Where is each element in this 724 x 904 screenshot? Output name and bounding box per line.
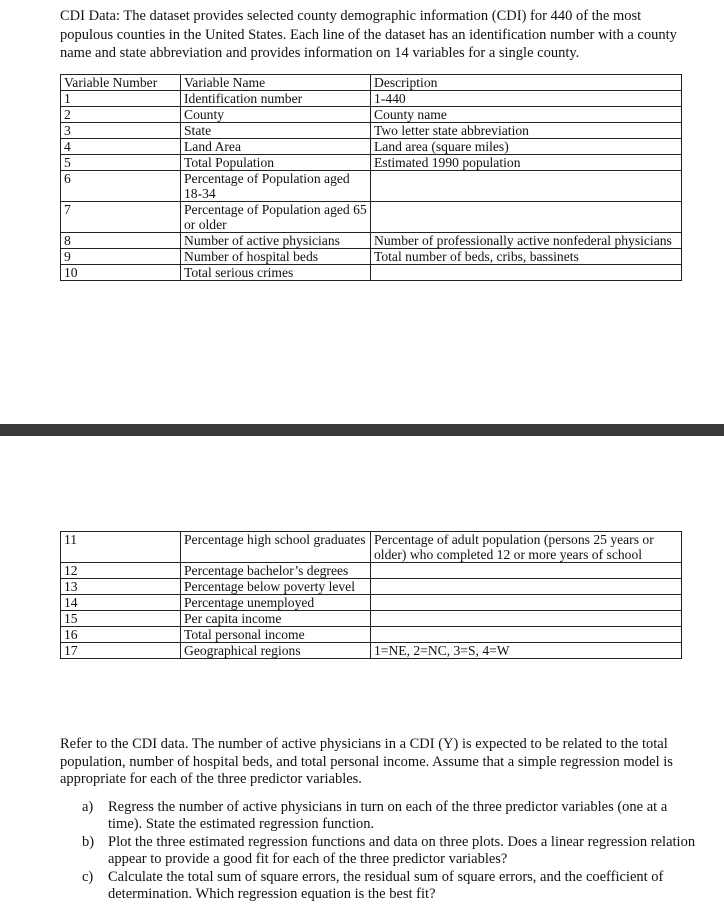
question-part	[82, 869, 696, 904]
question-block	[60, 736, 696, 904]
table-row	[61, 579, 682, 595]
description-cell	[371, 202, 682, 233]
table-row	[61, 563, 682, 579]
description-cell: Two letter state abbreviation	[371, 123, 682, 139]
variable-number-cell: 9	[61, 249, 181, 265]
header-cell: Variable Number	[61, 75, 181, 91]
description-cell	[371, 563, 682, 579]
document-page-2	[0, 436, 724, 904]
variable-name-cell: Identification number	[181, 91, 371, 107]
question-parts	[60, 799, 696, 904]
table-row	[61, 123, 682, 139]
variable-number-cell: 11	[61, 532, 181, 563]
table-row	[61, 107, 682, 123]
part-label: c)	[82, 868, 94, 885]
description-cell	[371, 611, 682, 627]
variable-name-cell: Percentage below poverty level	[181, 579, 371, 595]
question-intro: Refer to the CDI data. The number of active physicians in a CDI (Y) is expected to be related to the total population, number of hospital beds, and total personal income. Assume that a simple regression model is appropriate for each of the three predictor variables.	[60, 736, 673, 787]
variable-number-cell: 12	[61, 563, 181, 579]
variable-number-cell: 14	[61, 595, 181, 611]
table-row	[61, 202, 682, 233]
variable-number-cell: 17	[61, 643, 181, 659]
page-separator	[0, 424, 724, 436]
variable-number-cell: 10	[61, 265, 181, 281]
variables-table-1	[60, 74, 682, 281]
part-label: b)	[82, 833, 95, 850]
variable-name-cell: Percentage high school graduates	[181, 532, 371, 563]
variable-name-cell: Per capita income	[181, 611, 371, 627]
table-row	[61, 611, 682, 627]
variable-number-cell: 1	[61, 91, 181, 107]
document-page-1	[0, 0, 724, 424]
description-cell	[371, 171, 682, 202]
description-cell: 1-440	[371, 91, 682, 107]
table-row	[61, 171, 682, 202]
description-cell: Estimated 1990 population	[371, 155, 682, 171]
variable-name-cell: Percentage bachelor’s degrees	[181, 563, 371, 579]
table-row	[61, 155, 682, 171]
variable-number-cell: 7	[61, 202, 181, 233]
variable-name-cell: County	[181, 107, 371, 123]
description-cell: Land area (square miles)	[371, 139, 682, 155]
variable-number-cell: 6	[61, 171, 181, 202]
description-cell	[371, 595, 682, 611]
description-cell	[371, 627, 682, 643]
variable-number-cell: 13	[61, 579, 181, 595]
description-cell: Total number of beds, cribs, bassinets	[371, 249, 682, 265]
variable-name-cell: Number of hospital beds	[181, 249, 371, 265]
description-cell	[371, 579, 682, 595]
description-cell: County name	[371, 107, 682, 123]
variable-name-cell: Number of active physicians	[181, 233, 371, 249]
description-cell: 1=NE, 2=NC, 3=S, 4=W	[371, 643, 682, 659]
variable-name-cell: Total serious crimes	[181, 265, 371, 281]
variable-number-cell: 3	[61, 123, 181, 139]
variable-name-cell: Percentage of Population aged 65 or older	[181, 202, 371, 233]
table-row	[61, 627, 682, 643]
variable-number-cell: 8	[61, 233, 181, 249]
variable-name-cell: Total personal income	[181, 627, 371, 643]
variable-number-cell: 15	[61, 611, 181, 627]
table-row	[61, 265, 682, 281]
variable-name-cell: State	[181, 123, 371, 139]
description-cell: Number of professionally active nonfederal physicians	[371, 233, 682, 249]
table-row	[61, 91, 682, 107]
table-row	[61, 249, 682, 265]
variable-name-cell: Land Area	[181, 139, 371, 155]
variable-number-cell: 16	[61, 627, 181, 643]
table-row	[61, 532, 682, 563]
part-label: a)	[82, 798, 94, 815]
part-text: Plot the three estimated regression functions and data on three plots. Does a linear regression relation appear to provide a good fit for each of the three predictor variables?	[108, 833, 696, 867]
table-row	[61, 595, 682, 611]
intro-paragraph: CDI Data: The dataset provides selected county demographic information (CDI) for 440 of the most populous counties in the United States. Each line of the dataset has an identification number with a county name and state abbreviation and provides information on 14 variables for a single county.	[60, 8, 677, 61]
question-part	[82, 834, 696, 869]
table-row	[61, 233, 682, 249]
variable-number-cell: 5	[61, 155, 181, 171]
description-cell: Percentage of adult population (persons 25 years or older) who completed 12 or more years of school	[371, 532, 682, 563]
variables-table-2	[60, 531, 682, 659]
variable-name-cell: Total Population	[181, 155, 371, 171]
variable-name-cell: Percentage of Population aged 18-34	[181, 171, 371, 202]
variable-name-cell: Percentage unemployed	[181, 595, 371, 611]
header-cell: Description	[371, 75, 682, 91]
description-cell	[371, 265, 682, 281]
variable-number-cell: 4	[61, 139, 181, 155]
part-text: Regress the number of active physicians in turn on each of the three predictor variables (one at a time). State the estimated regression function.	[108, 798, 668, 832]
table-row	[61, 643, 682, 659]
question-part	[82, 799, 696, 834]
part-text: Calculate the total sum of square errors, the residual sum of square errors, and the coefficient of determination. Which regression equation is the best fit?	[108, 868, 664, 902]
table-row	[61, 139, 682, 155]
table-header-row	[61, 75, 682, 91]
variable-name-cell: Geographical regions	[181, 643, 371, 659]
header-cell: Variable Name	[181, 75, 371, 91]
variable-number-cell: 2	[61, 107, 181, 123]
